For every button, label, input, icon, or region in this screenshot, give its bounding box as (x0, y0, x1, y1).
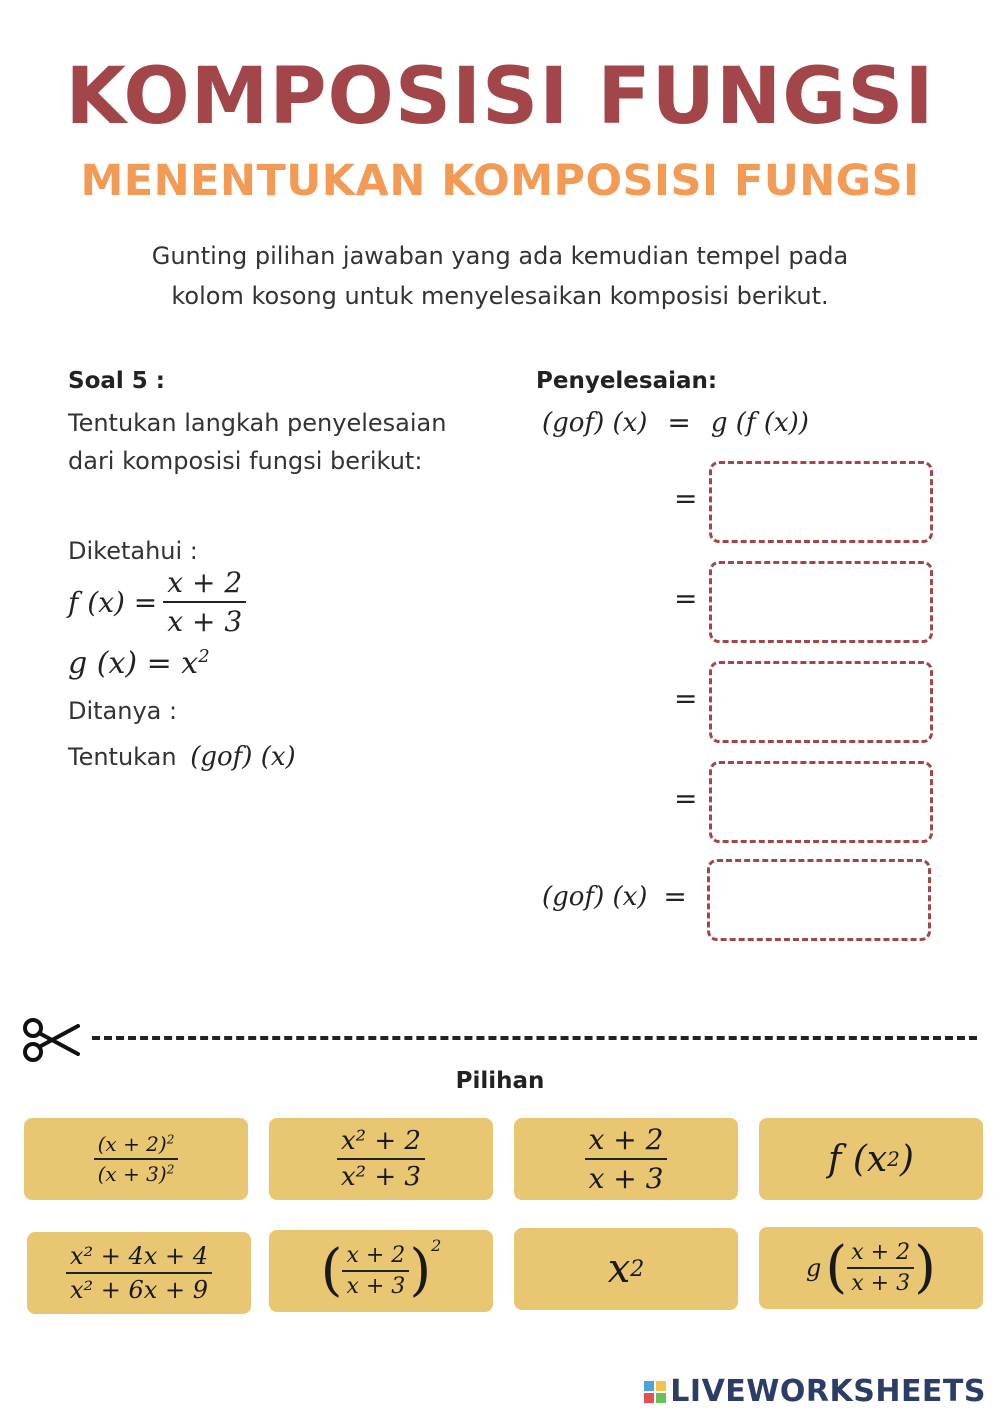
cut-line (92, 1036, 977, 1040)
choice-4-close: ) (899, 1138, 914, 1180)
choices-label: Pilihan (455, 1068, 545, 1094)
choice-card-4[interactable] (759, 1118, 983, 1200)
step-2-eq: = (674, 582, 698, 615)
f-fraction (163, 566, 246, 638)
choice-4-text: f (x (828, 1138, 888, 1180)
problem-label: Soal 5 : (68, 368, 165, 394)
choice-3-fraction (585, 1123, 668, 1195)
choice-8-open-paren: ( (825, 1235, 848, 1300)
choice-8-g: g (806, 1254, 822, 1282)
choice-8-num: x + 2 (851, 1240, 911, 1265)
choice-7-exp: 2 (630, 1256, 645, 1282)
choice-card-7[interactable] (514, 1228, 738, 1310)
f-denominator: x + 3 (163, 601, 246, 638)
answer-box-1[interactable] (709, 461, 933, 543)
logo-mark-icon (644, 1381, 666, 1403)
choice-5-num: x² + 4x + 4 (70, 1242, 208, 1270)
choice-6-fraction (342, 1243, 409, 1299)
answer-box-2[interactable] (709, 561, 933, 643)
choice-5-fraction (66, 1242, 212, 1304)
step-4-eq: = (674, 782, 698, 815)
choice-6-num: x + 2 (346, 1243, 406, 1268)
choice-1-den-exp: 2 (166, 1162, 175, 1177)
scissors-icon (22, 1016, 80, 1064)
choice-2-den: x² + 3 (337, 1158, 425, 1192)
solution-first-line (542, 406, 809, 439)
choice-7-text: x (607, 1246, 631, 1292)
choice-card-1[interactable] (24, 1118, 248, 1200)
choice-2-num: x² + 2 (341, 1126, 421, 1156)
answer-box-final[interactable] (707, 859, 931, 941)
choice-card-6[interactable] (269, 1230, 493, 1312)
logo-text: LIVEWORKSHEETS (670, 1374, 986, 1409)
solution-final-eq: = (663, 880, 687, 913)
solution-label: Penyelesaian: (536, 368, 718, 394)
solution-eq-sign: = (667, 406, 691, 439)
problem-prompt-line-1: Tentukan langkah penyelesaian (68, 409, 447, 437)
choice-3-den: x + 3 (585, 1158, 668, 1195)
instruction-line-1: Gunting pilihan jawaban yang ada kemudian tempel pada (151, 242, 849, 270)
instruction-text (100, 236, 900, 316)
solution-final-line (542, 880, 687, 913)
problem-prompt (68, 404, 446, 480)
step-1-eq: = (674, 482, 698, 515)
task-math: (gof) (x) (190, 742, 296, 772)
choice-1-den: (x + 3) (97, 1162, 167, 1186)
choice-card-3[interactable] (514, 1118, 738, 1200)
choice-card-5[interactable] (27, 1232, 251, 1314)
f-definition (68, 566, 246, 638)
choice-6-close-paren: ) (409, 1238, 432, 1303)
choice-3-num: x + 2 (588, 1123, 664, 1156)
choice-card-8[interactable] (759, 1227, 983, 1309)
choice-5-den: x² + 6x + 9 (66, 1272, 212, 1304)
instruction-line-2: kolom kosong untuk menyelesaikan komposisi berikut. (171, 282, 829, 310)
asked-label: Ditanya : (68, 697, 178, 725)
choice-1-num: (x + 2) (97, 1132, 167, 1156)
choice-6-open-paren: ( (320, 1238, 343, 1303)
choice-6-exp: 2 (431, 1236, 442, 1255)
solution-first-lhs: (gof) (x) (542, 407, 648, 438)
choice-4-exp: 2 (887, 1147, 900, 1171)
page-subtitle: MENENTUKAN KOMPOSISI FUNGSI (80, 156, 920, 206)
f-numerator: x + 2 (167, 566, 243, 599)
g-def-exponent: 2 (198, 646, 210, 667)
g-definition (68, 646, 210, 681)
step-3-eq: = (674, 682, 698, 715)
choice-8-close-paren: ) (914, 1235, 936, 1300)
solution-final-lhs: (gof) (x) (542, 881, 648, 912)
task-text: Tentukan (68, 743, 177, 771)
solution-first-rhs: g (f (x)) (710, 407, 809, 438)
f-lhs: f (x) = (68, 585, 158, 619)
answer-box-3[interactable] (709, 661, 933, 743)
choice-8-den: x + 3 (847, 1267, 914, 1296)
problem-prompt-line-2: dari komposisi fungsi berikut: (68, 447, 423, 475)
answer-box-4[interactable] (709, 761, 933, 843)
task-line (68, 738, 296, 776)
choice-2-fraction (337, 1126, 425, 1192)
choice-8-fraction (847, 1240, 914, 1296)
liveworksheets-logo (644, 1374, 986, 1409)
choice-1-num-exp: 2 (166, 1132, 175, 1147)
choice-6-den: x + 3 (342, 1270, 409, 1299)
known-label: Diketahui : (68, 537, 198, 565)
choice-1-fraction (94, 1132, 179, 1186)
choice-card-2[interactable] (269, 1118, 493, 1200)
g-def-text: g (x) = x (68, 646, 199, 681)
page-title: KOMPOSISI FUNGSI (65, 52, 935, 142)
